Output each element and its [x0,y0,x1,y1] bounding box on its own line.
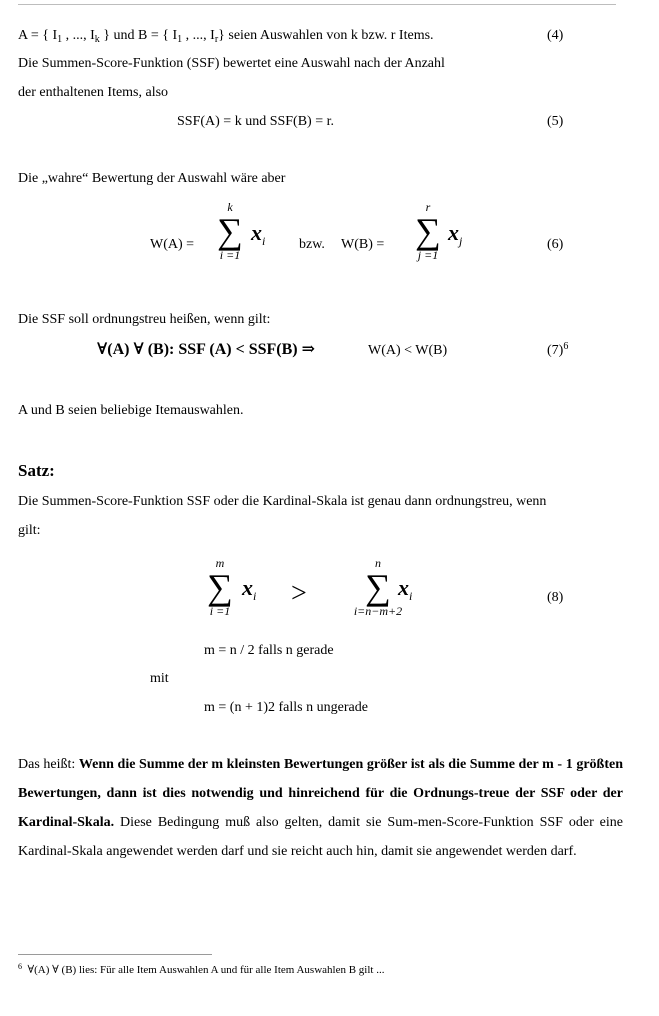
set-a-mid: , ..., I [62,28,95,43]
set-b-sub1: 1 [177,34,183,45]
footnote-text: ∀(A) ∀ (B) lies: Für alle Item Auswahlen A und für alle Item Auswahlen B gilt ... [27,964,385,976]
equation-number-6: (6) [547,237,564,252]
eq8-sum-right-lower: i=n−m+2 [353,604,403,618]
eq6-sum-a-term [251,220,265,246]
eq6-sum-b-term [448,220,462,246]
equation-number-4: (4) [547,28,564,43]
eq8-sum-left-term [242,575,256,601]
equation-5: SSF(A) = k und SSF(B) = r. [177,114,334,129]
set-b-start: } und B = { I [99,28,178,43]
footnote-rule [18,954,212,955]
equation-number-7-label: (7) [547,343,564,358]
set-b-sub2: r [214,34,219,45]
paragraph-tail: Diese Bedingung muß also gelten, damit sie Sum-men-Score-Funktion SSF oder eine Kardinal-Skala angewendet werden darf und sie reicht auch hin, damit sie angewendet werden darf. [18,815,623,859]
eq6-sum-b-upper: r [425,200,431,214]
condition-mit: mit [150,671,169,686]
eq6-bzw: bzw. [299,237,325,252]
eq8-sum-right-term [398,575,412,601]
text-line-satz-statement: Die Summen-Score-Funktion SSF oder die Kardinal-Skala ist genau dann ordnungstreu, wenn [18,494,547,509]
eq6-sum-a-var: x [251,220,262,245]
condition-odd: m = (n + 1)2 falls n ungerade [204,700,368,715]
set-a-start: A = { I [18,28,58,43]
eq6-sum-a-index: i [262,234,266,248]
eq6-wb-label: W(B) = [341,237,385,252]
eq6-sum-b-index: j [459,234,463,248]
sets-description: } seien Auswahlen von k bzw. r Items. [218,28,434,43]
text-line-wahre-bewertung: Die „wahre“ Bewertung der Auswahl wäre aber [18,171,286,186]
eq8-sum-right-var: x [398,575,409,600]
eq8-sum-left-lower: i =1 [209,604,231,618]
equation-number-5: (5) [547,114,564,129]
sigma-icon: ∑ [207,567,233,607]
eq8-sum-left-var: x [242,575,253,600]
text-line-ordnungstreu: Die SSF soll ordnungstreu heißen, wenn gilt: [18,312,271,327]
eq6-sum-a-lower: i =1 [219,248,241,262]
eq6-sum-b-var: x [448,220,459,245]
equation-7-main: ∀(A) ∀ (B): SSF (A) < SSF(B) ⇒ [97,341,315,358]
equation-number-8: (8) [547,590,564,605]
satz-heading: Satz: [18,461,55,480]
eq8-sum-left [190,556,250,618]
text-line-also: der enthaltenen Items, also [18,85,169,100]
paragraph-lead: Das heißt: [18,757,79,772]
eq6-sum-a-upper: k [227,200,233,214]
sigma-icon: ∑ [415,211,441,251]
footnote [18,963,384,978]
footnote-ref-6: 6 [563,341,569,352]
conclusion-paragraph [18,750,623,866]
sigma-icon: ∑ [217,211,243,251]
eq8-sum-left-upper: m [215,556,225,570]
set-b-mid: , ..., I [182,28,215,43]
eq6-wa-label: W(A) = [150,237,195,252]
set-a-sub1: 1 [57,34,63,45]
equation-7-consequence: W(A) < W(B) [368,343,448,358]
definition-line-sets [18,27,434,46]
top-rule [18,4,616,5]
text-line-beliebige: A und B seien beliebige Itemauswahlen. [18,403,244,418]
equation-number-7 [547,342,568,361]
eq8-sum-right-upper: n [375,556,381,570]
sigma-icon: ∑ [365,567,391,607]
eq8-sum-left-index: i [253,589,257,603]
footnote-marker: 6 [18,962,22,971]
text-line-gilt: gilt: [18,523,41,538]
paragraph-bold-statement: Wenn die Summe der m kleinsten Bewertungen größer ist als die Summe der m - 1 größten Bewertungen, dann ist dies notwendig und hinreichend für die Ordnungs-treue der SSF oder der Kardinal-Skala. [18,757,623,830]
greater-than-sign: > [291,578,307,609]
text-line-ssf-intro: Die Summen-Score-Funktion (SSF) bewertet eine Auswahl nach der Anzahl [18,56,445,71]
condition-even: m = n / 2 falls n gerade [204,643,334,658]
eq8-sum-right-index: i [409,589,413,603]
eq6-sum-b-lower: j =1 [417,248,439,262]
set-a-sub2: k [94,34,100,45]
